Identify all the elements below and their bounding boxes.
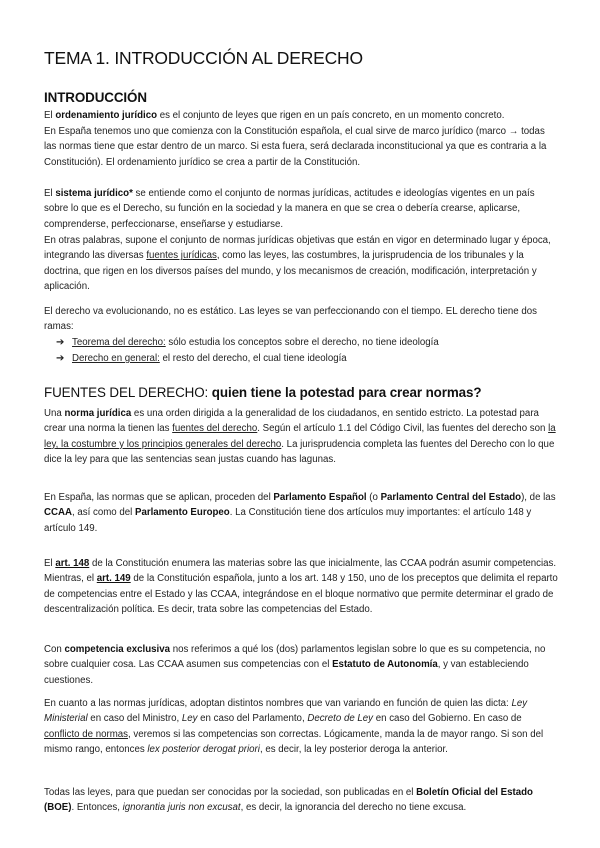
- paragraph: [44, 233, 559, 295]
- text: Una: [44, 408, 65, 419]
- text: . Según el artículo 1.1 del Código Civil, las fuentes del derecho son: [257, 423, 549, 435]
- italic-term: Ley Ministerial: [44, 698, 528, 725]
- underlined-term: la ley, la costumbre y los principios generales del derecho: [44, 423, 556, 450]
- text: Todas las leyes, para que puedan ser conocidas por la sociedad, son publicadas en el: [44, 787, 417, 798]
- list-item: [44, 351, 559, 367]
- underlined-term: Teorema del derecho:: [72, 337, 166, 348]
- section-heading-introduccion: INTRODUCCIÓN: [44, 90, 147, 105]
- bold-term: ordenamiento jurídico: [55, 110, 158, 121]
- text: el resto del derecho, el cual tiene ideología: [159, 353, 347, 364]
- paragraph: En España tenemos uno que comienza con la Constitución española, el cual sirve de marco jurídico (marco → todas las normas tiene que estar dentro de un marco. Si esta fuera, será declarada inconstitucional ya que es contraria a la Constitución). El ordenamiento jurídico se crea a partir de la Constitución.: [44, 126, 547, 168]
- text: (o: [366, 492, 381, 503]
- text: En cuanto a las normas jurídicas, adoptan distintos nombres que van variando en función de quien las dicta:: [44, 698, 512, 709]
- underlined-term: fuentes del derecho: [172, 423, 258, 435]
- paragraph: [44, 490, 559, 536]
- paragraph: [44, 785, 559, 816]
- text: es una orden dirigida a la generalidad de los ciudadanos, en sentido estricto. La potestad para crear una norma la tienen las: [44, 408, 539, 435]
- paragraph: [44, 696, 559, 758]
- text: . La jurisprudencia completa las fuentes del Derecho con lo que dice la ley para que las sentencias sean justas cuando has lagunas.: [44, 438, 555, 466]
- text: , así como del: [71, 507, 135, 519]
- italic-term: Decreto de Ley: [307, 713, 374, 725]
- bold-term: Parlamento Central del Estado: [380, 492, 522, 503]
- text: es el conjunto de leyes que rigen en un país concreto, en un momento concreto.: [157, 110, 505, 121]
- page-title: TEMA 1. INTRODUCCIÓN AL DERECHO: [44, 48, 363, 68]
- bold-term: Parlamento Europeo: [134, 507, 230, 519]
- text: . Entonces,: [71, 802, 123, 814]
- text: , es decir, la ley posterior deroga la anterior.: [259, 744, 448, 756]
- bold-term: CCAA: [44, 507, 72, 519]
- text: en caso del Parlamento,: [197, 713, 308, 725]
- paragraph: El derecho va evolucionando, no es estático. Las leyes se van perfeccionando con el tiempo. EL derecho tiene dos ramas:: [44, 306, 537, 333]
- text: se entiende como el conjunto de normas jurídicas, actitudes e ideologías vigentes en un país sobre lo que es el Derecho, su función en la sociedad y la manera en que se crea o debería crearse, aplicarse, comprenderse, perfeccionarse, enseñarse y estudiarse.: [44, 188, 535, 230]
- bold-term: Estatuto de Autonomía: [332, 659, 438, 671]
- section-heading-fuentes: [44, 385, 481, 400]
- text: , y van estableciendo cuestiones.: [44, 659, 529, 686]
- italic-term: Ley: [181, 713, 198, 725]
- list-item: [44, 335, 559, 351]
- paragraph: [44, 186, 559, 232]
- bold-term: sistema jurídico*: [55, 188, 133, 199]
- text: sólo estudia los conceptos sobre el derecho, no tiene ideología: [165, 337, 439, 348]
- bold-term: Parlamento Español: [273, 492, 367, 503]
- underlined-term: Derecho en general:: [72, 353, 160, 364]
- heading-text: FUENTES DEL DERECHO:: [44, 385, 212, 400]
- bold-underlined-term: art. 148: [55, 558, 90, 569]
- italic-term: ignorantia juris non excusat: [122, 802, 241, 814]
- heading-bold-text: quien tiene la potestad para crear normas?: [211, 385, 482, 400]
- text: de la Constitución enumera las materias sobre las que inicialmente, las CCAA podrán asumir competencias. Mientras, el: [44, 558, 557, 585]
- bold-term: Boletín Oficial del Estado (BOE): [44, 787, 533, 814]
- text: El: [44, 110, 56, 121]
- paragraph: [44, 406, 559, 468]
- text: en caso del Gobierno. En caso de: [373, 713, 522, 725]
- underlined-term: fuentes jurídicas: [146, 250, 217, 262]
- bold-term: norma jurídica: [64, 408, 132, 419]
- text: . La Constitución tiene dos artículos muy importantes: el artículo 148 y artículo 149.: [44, 507, 532, 534]
- text: de la Constitución española, junto a los art. 148 y 150, uno de los preceptos que delimita el reparto de competencias entre el Estado y las CCAA, integrándose en el bloque normativo que permite determinar el grado de descentralización política. Es decir, trata sobre las competencias del Estado.: [44, 573, 558, 616]
- underlined-term: conflicto de normas: [44, 728, 128, 740]
- paragraph: [44, 556, 559, 618]
- text: ), de las: [521, 492, 556, 503]
- text: en caso del Ministro,: [87, 713, 182, 725]
- text: El: [44, 558, 56, 569]
- text: Con: [44, 644, 65, 655]
- text: En otras palabras, supone el conjunto de normas jurídicas objetivas que están en vigor en determinado lugar y época, integrando las diversas: [44, 235, 551, 262]
- paragraph: [44, 108, 559, 123]
- italic-term: lex posterior derogat priori: [147, 744, 260, 756]
- branches-list: [44, 335, 559, 367]
- paragraph: [44, 642, 559, 688]
- text: , es decir, la ignorancia del derecho no tiene excusa.: [240, 802, 467, 814]
- arrow-bullet-icon: ➔: [56, 337, 65, 348]
- text: , como las leyes, las costumbres, la jurisprudencia de los tribunales y la doctrina, que rigen en los diversos países del mundo, y los mecanismos de creación, modificación, interpretación y aplicación.: [44, 250, 537, 293]
- text: En España, las normas que se aplican, proceden del: [44, 492, 274, 503]
- arrow-bullet-icon: ➔: [56, 353, 65, 364]
- bold-underlined-term: art. 149: [96, 573, 131, 585]
- text: nos referimos a qué los (dos) parlamentos legislan sobre lo que es su competencia, no sobre cualquier cosa. Las CCAA asumen sus competencias con el: [44, 644, 546, 671]
- text: El: [44, 188, 56, 199]
- bold-term: competencia exclusiva: [64, 644, 171, 655]
- text: , veremos si las competencias son correctas. Lógicamente, manda la de mayor rango. Si son del mismo rango, entonces: [44, 728, 544, 756]
